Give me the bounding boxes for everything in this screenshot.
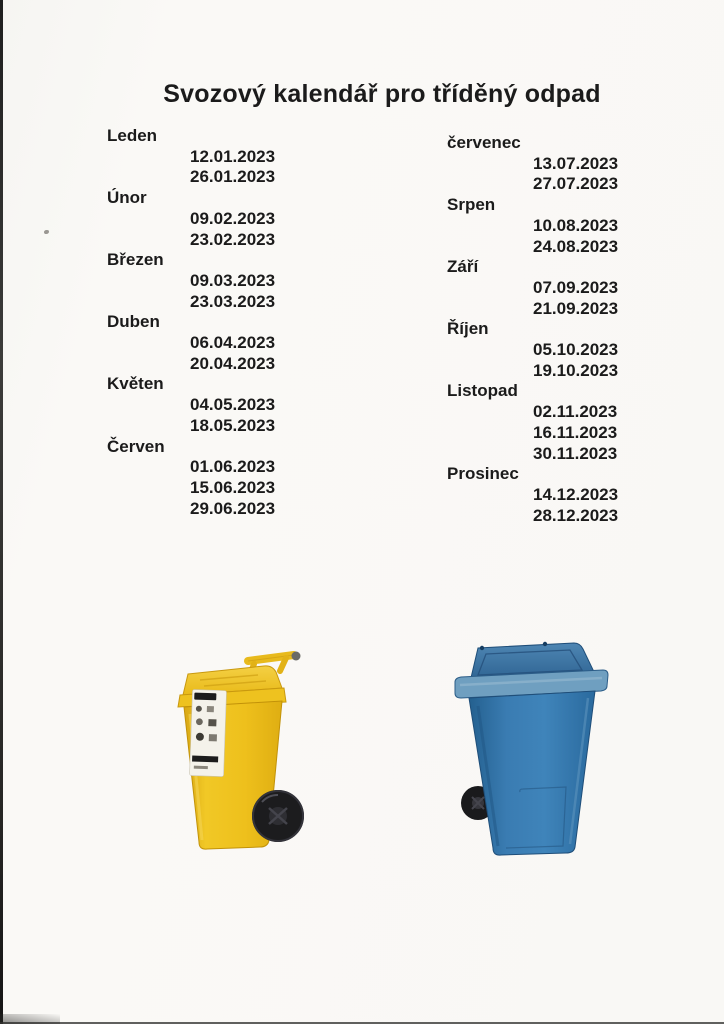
month-block <box>107 374 275 436</box>
month-block <box>447 195 618 257</box>
collection-date: 12.01.2023 <box>190 146 276 166</box>
bin-wheel <box>252 790 304 842</box>
page-title: Svozový kalendář pro tříděný odpad <box>163 80 601 108</box>
collection-date: 10.08.2023 <box>533 215 619 235</box>
yellow-bin-image <box>170 644 310 856</box>
collection-date: 07.09.2023 <box>533 277 619 297</box>
collection-date: 23.03.2023 <box>190 291 276 311</box>
collection-date: 04.05.2023 <box>190 395 276 415</box>
collection-date: 15.06.2023 <box>190 477 276 497</box>
calendar-column-right <box>447 133 618 526</box>
collection-date: 09.02.2023 <box>190 208 276 228</box>
collection-date: 26.01.2023 <box>190 167 276 187</box>
collection-date: 18.05.2023 <box>190 415 276 435</box>
month-label: Listopad <box>447 381 518 401</box>
month-label: Srpen <box>447 195 496 215</box>
month-label: Duben <box>107 312 160 332</box>
month-block <box>107 250 275 312</box>
month-block <box>447 257 618 319</box>
calendar-column-left <box>107 126 275 519</box>
month-label: Květen <box>107 374 164 394</box>
collection-date: 14.12.2023 <box>533 484 619 504</box>
collection-date: 05.10.2023 <box>533 340 619 360</box>
collection-date: 27.07.2023 <box>533 174 619 194</box>
month-block <box>107 437 275 520</box>
collection-date: 23.02.2023 <box>190 229 276 249</box>
month-label: červenec <box>447 133 521 152</box>
collection-date: 29.06.2023 <box>190 498 276 518</box>
month-label: Červen <box>107 436 165 456</box>
collection-date: 06.04.2023 <box>190 333 276 353</box>
month-label: Leden <box>107 126 158 145</box>
scan-edge-left <box>0 0 3 1024</box>
month-block <box>107 126 275 188</box>
month-label: Březen <box>107 250 164 270</box>
month-block <box>107 312 275 374</box>
month-label: Únor <box>107 188 147 208</box>
collection-date: 01.06.2023 <box>190 457 276 477</box>
month-block <box>447 381 618 464</box>
collection-date: 21.09.2023 <box>533 298 619 318</box>
collection-date: 16.11.2023 <box>533 422 618 442</box>
month-block <box>447 464 618 526</box>
collection-date: 20.04.2023 <box>190 353 276 373</box>
scan-speck <box>44 230 49 234</box>
month-block <box>447 319 618 381</box>
collection-date: 30.11.2023 <box>533 443 618 463</box>
collection-date: 19.10.2023 <box>533 360 619 380</box>
month-label: Září <box>447 257 479 277</box>
collection-date: 02.11.2023 <box>533 402 618 422</box>
collection-date: 24.08.2023 <box>533 236 619 256</box>
collection-date: 09.03.2023 <box>190 270 276 290</box>
month-label: Říjen <box>447 319 489 339</box>
collection-date: 28.12.2023 <box>533 505 619 525</box>
collection-date: 13.07.2023 <box>533 153 619 173</box>
month-label: Prosinec <box>447 464 519 484</box>
bin-label-sticker <box>190 690 227 777</box>
month-block <box>107 188 275 250</box>
scan-corner-shadow <box>0 1014 60 1024</box>
month-block <box>447 133 618 195</box>
blue-bin-image <box>448 640 613 860</box>
